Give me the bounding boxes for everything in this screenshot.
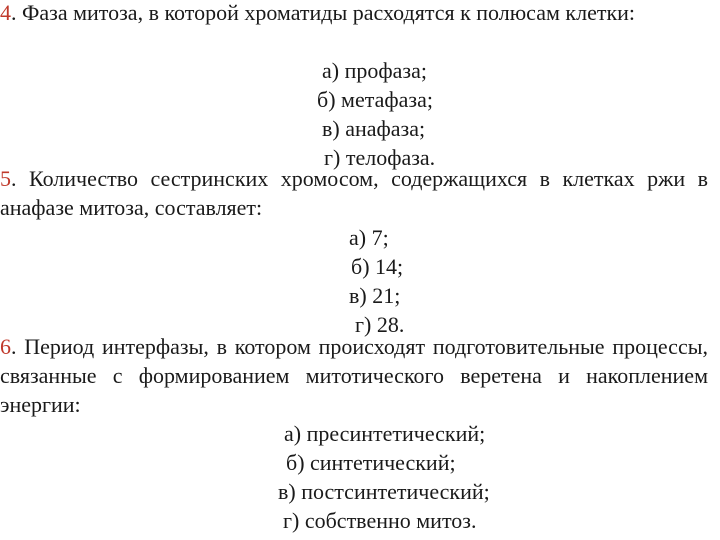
question-number: 6 <box>0 334 11 359</box>
question-text: . Период интерфазы, в котором происходят подготовительные процессы, связанные с формированием митотического веретена и накоплением энергии: <box>0 334 708 417</box>
option-b: б) 14; <box>351 254 404 279</box>
question-number: 4 <box>0 0 11 25</box>
question-text: . Количество сестринских хромосом, содержащихся в клетках ржи в анафазе митоза, составляет: <box>0 166 708 220</box>
option-a: а) профаза; <box>322 58 427 83</box>
option-c: в) анафаза; <box>322 116 426 141</box>
option-c: в) постсинтетический; <box>278 479 490 504</box>
question-text: . Фаза митоза, в которой хроматиды расходятся к полюсам клетки: <box>11 0 636 25</box>
option-d: г) собственно митоз. <box>283 508 477 533</box>
option-d: г) 28. <box>355 312 405 337</box>
question-6 <box>0 332 708 419</box>
question-4 <box>0 0 708 27</box>
question-number: 5 <box>0 166 11 191</box>
option-c: в) 21; <box>349 283 401 308</box>
question-5 <box>0 164 708 222</box>
option-a: а) пресинтетический; <box>284 421 486 446</box>
option-a: а) 7; <box>349 225 389 250</box>
option-b: б) синтетический; <box>286 450 456 475</box>
option-b: б) метафаза; <box>317 87 433 112</box>
option-d: г) телофаза. <box>324 145 436 170</box>
